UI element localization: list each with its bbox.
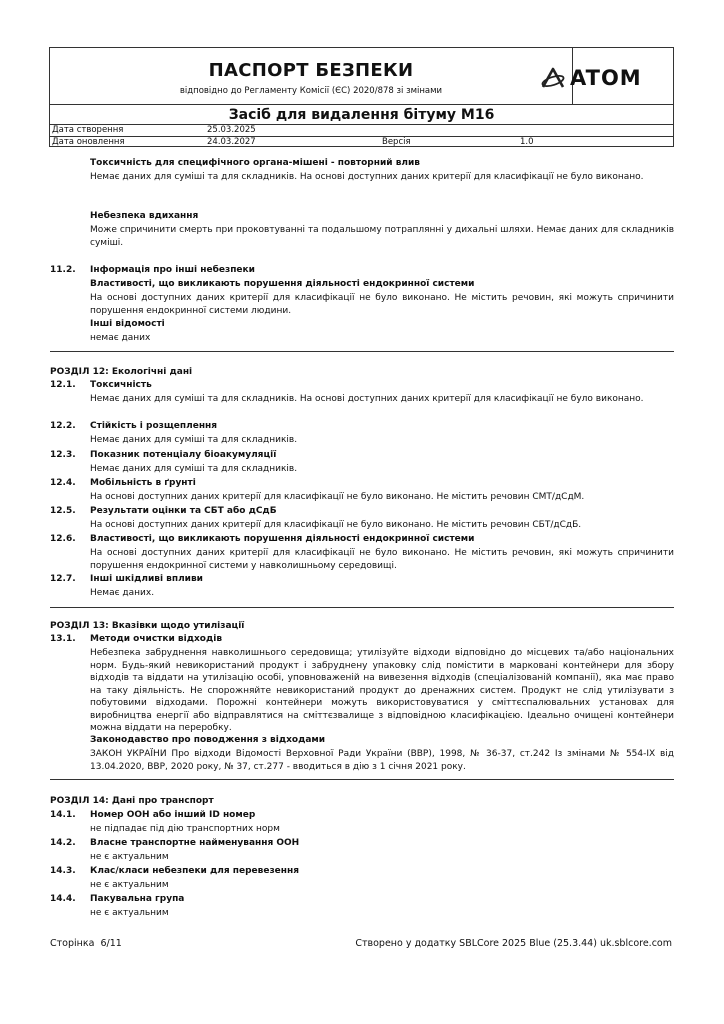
s12-4-heading: Мобільність в ґрунті bbox=[90, 478, 196, 488]
section-divider bbox=[50, 607, 674, 608]
s14-3-heading: Клас/класи небезпеки для перевезення bbox=[90, 866, 299, 876]
s11-2-heading: Інформація про інші небезпеки bbox=[90, 265, 255, 275]
product-name: Засіб для видалення бітуму M16 bbox=[228, 107, 495, 123]
section-divider bbox=[50, 351, 674, 352]
waste-law-heading: Законодавство про поводження з відходами bbox=[90, 735, 326, 745]
section-divider bbox=[50, 779, 674, 780]
meta-row-created bbox=[50, 125, 673, 136]
version-label: Версія bbox=[382, 137, 411, 147]
s12-7-text: Немає даних. bbox=[90, 588, 155, 598]
s14-3-text: не є актуальним bbox=[90, 880, 169, 890]
s14-1-number: 14.1. bbox=[50, 810, 76, 820]
s11-2-endocrine-text: На основі доступних даних критерії для класифікації не було виконано. Не містить речовин, які можуть спричинити порушення ендокринної системи людини. bbox=[90, 293, 674, 316]
s14-2-number: 14.2. bbox=[50, 838, 76, 848]
s12-1-heading: Токсичність bbox=[90, 380, 152, 390]
s12-6-text: На основі доступних даних критерії для класифікації не було виконано. Не містить речовин, які можуть спричинити порушення ендокринної системи у навколишньому середовищі. bbox=[90, 548, 674, 571]
product-row bbox=[50, 104, 673, 125]
tox-repeat-text: Немає даних для суміші та для складників. На основі доступних даних критерії для класифікації не було виконано. bbox=[90, 172, 644, 182]
s12-6-heading: Властивості, що викликають порушення діяльності ендокринної системи bbox=[90, 534, 475, 544]
s13-1-text: Небезпека забруднення навколишнього середовища; утилізуйте відходи відповідно до місцевих та/або національних норм. Будь-який невикористаний продукт і забруднену упаковку слід помістити в марковані контейнери для збору відходів та віддати на утилізацію особі, уповноваженій на вивезення відходів (спеціалізованій компанії), яка має право на таку діяльність. Не спорожняйте невикористаний продукт до дренажних систем. Продукт не слід утилізувати з побутовими відходами. Порожні контейнери можуть використовуватися у сміттєспалювальних установах для виробництва енергії або відправлятися на сміттєзвалище з відповідною класифікацією. Ідеально очищені контейнери можна віддати на переробку. bbox=[90, 648, 674, 733]
s13-1-heading: Методи очистки відходів bbox=[90, 634, 223, 644]
section-14-title: РОЗДІЛ 14: Дані про транспорт bbox=[50, 796, 214, 806]
aspiration-heading: Небезпека вдихання bbox=[90, 211, 199, 221]
s12-7-heading: Інші шкідливі впливи bbox=[90, 574, 203, 584]
section-12-title: РОЗДІЛ 12: Екологічні дані bbox=[50, 367, 193, 377]
section-13-title: РОЗДІЛ 13: Вказівки щодо утилізації bbox=[50, 621, 245, 631]
s11-2-other-text: немає даних bbox=[90, 333, 151, 343]
page-value: 6/11 bbox=[100, 938, 122, 949]
s12-5-heading: Результати оцінки та СБТ або дСдБ bbox=[90, 506, 277, 516]
s13-1-number: 13.1. bbox=[50, 634, 76, 644]
s12-5-number: 12.5. bbox=[50, 506, 76, 516]
s11-2-endocrine-heading: Властивості, що викликають порушення діяльності ендокринної системи bbox=[90, 279, 475, 289]
s11-2-number: 11.2. bbox=[50, 265, 76, 275]
logo-text: ATOM bbox=[570, 66, 642, 90]
s12-1-number: 12.1. bbox=[50, 380, 76, 390]
s12-3-text: Немає даних для суміші та для складників. bbox=[90, 464, 298, 474]
s14-4-text: не є актуальним bbox=[90, 908, 169, 918]
created-value: 25.03.2025 bbox=[207, 125, 256, 135]
tox-repeat-heading: Токсичність для специфічного органа-мішені - повторний влив bbox=[90, 158, 420, 168]
s12-7-number: 12.7. bbox=[50, 574, 76, 584]
updated-label: Дата оновлення bbox=[52, 137, 125, 147]
s12-6-number: 12.6. bbox=[50, 534, 76, 544]
s14-1-heading: Номер ООН або інший ID номер bbox=[90, 810, 256, 820]
waste-law-text: ЗАКОН УКРАЇНИ Про відходи Відомості Верховної Ради України (ВВР), 1998, № 36-37, ст.242 Із змінами № 554-IX від 13.04.2020, ВВР, 2020 року, № 37, ст.277 - вводиться в дію з 1 січня 2021 року. bbox=[90, 749, 674, 772]
s14-1-text: не підпадає під дію транспортних норм bbox=[90, 824, 280, 834]
s12-3-heading: Показник потенціалу біоакумуляції bbox=[90, 450, 277, 460]
s14-3-number: 14.3. bbox=[50, 866, 76, 876]
s12-2-heading: Стійкість і розщеплення bbox=[90, 421, 218, 431]
footer-created-with: Створено у додатку SBLCore 2025 Blue (25.3.44) uk.sblcore.com bbox=[355, 938, 672, 949]
s14-4-number: 14.4. bbox=[50, 894, 76, 904]
page-number bbox=[50, 938, 122, 949]
s11-2-other-heading: Інші відомості bbox=[90, 319, 165, 329]
title-area bbox=[50, 48, 573, 104]
created-label: Дата створення bbox=[52, 125, 124, 135]
meta-row-updated bbox=[50, 136, 673, 148]
atom-logo-icon bbox=[540, 66, 568, 90]
s12-4-text: На основі доступних даних критерії для класифікації не було виконано. Не містить речовин СМТ/дСдМ. bbox=[90, 492, 585, 502]
s12-3-number: 12.3. bbox=[50, 450, 76, 460]
s14-4-heading: Пакувальна група bbox=[90, 894, 185, 904]
document-title: ПАСПОРТ БЕЗПЕКИ bbox=[208, 60, 414, 81]
s12-5-text: На основі доступних даних критерії для класифікації не було виконано. Не містить речовин СБТ/дСдБ. bbox=[90, 520, 582, 530]
version-value: 1.0 bbox=[520, 137, 534, 147]
updated-value: 24.03.2027 bbox=[207, 137, 256, 147]
s14-2-heading: Власне транспортне найменування ООН bbox=[90, 838, 300, 848]
aspiration-text: Може спричинити смерть при проковтуванні та подальшому потраплянні у дихальні шляхи. Немає даних для складників суміші. bbox=[90, 225, 674, 248]
atom-logo bbox=[540, 66, 674, 90]
s12-2-number: 12.2. bbox=[50, 421, 76, 431]
s12-4-number: 12.4. bbox=[50, 478, 76, 488]
s12-2-text: Немає даних для суміші та для складників. bbox=[90, 435, 298, 445]
s12-1-text: Немає даних для суміші та для складників. На основі доступних даних критерії для класифікації не було виконано. bbox=[90, 394, 644, 404]
document-header bbox=[49, 47, 674, 147]
meta-table bbox=[50, 124, 673, 147]
s14-2-text: не є актуальним bbox=[90, 852, 169, 862]
page-label: Сторінка bbox=[50, 938, 95, 949]
document-subtitle: відповідно до Регламенту Комісії (ЄС) 2020/878 зі змінами bbox=[179, 86, 443, 96]
